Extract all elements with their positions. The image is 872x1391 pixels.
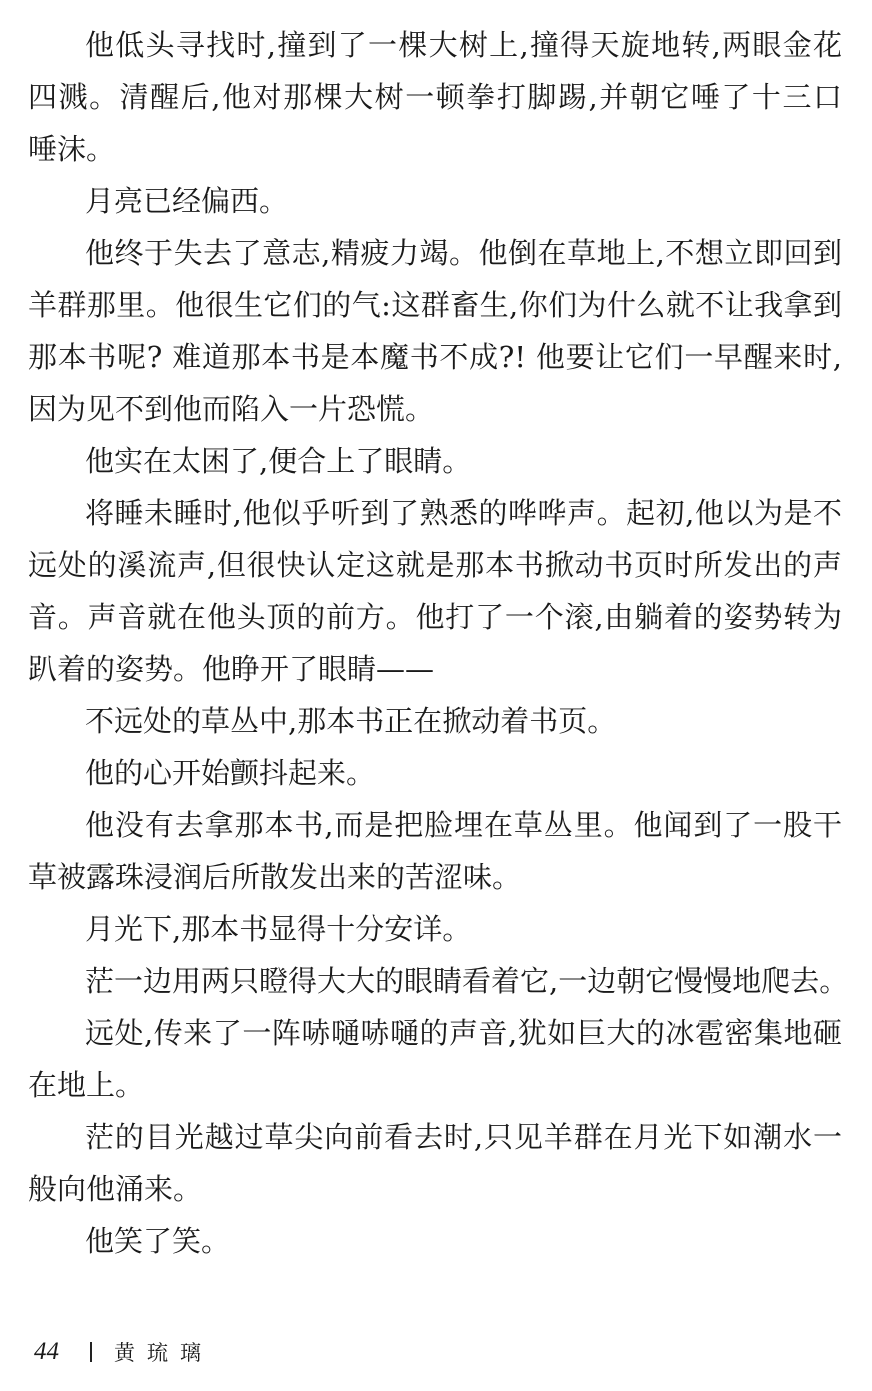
text-line: 茫的目光越过草尖向前看去时,只见羊群在月光下如潮水一 [85,1120,842,1154]
text-line: 不远处的草丛中,那本书正在掀动着书页。 [85,704,617,738]
paragraph [28,227,842,435]
text-line: 远处的溪流声,但很快认定这就是那本书掀动书页时所发出的声 [28,548,842,582]
paragraph [28,955,849,1007]
paragraph [28,1111,842,1215]
text-line: 那本书呢? 难道那本书是本魔书不成?! 他要让它们一早醒来时, [28,340,842,374]
paragraph [28,747,842,799]
text-line: 羊群那里。他很生它们的气:这群畜生,你们为什么就不让我拿到 [28,288,842,322]
footer-divider [90,1342,92,1362]
text-line: 他低头寻找时,撞到了一棵大树上,撞得天旋地转,两眼金花 [85,28,842,62]
text-line: 在地上。 [28,1068,145,1102]
text-line: 因为见不到他而陷入一片恐慌。 [28,392,435,426]
text-line: 他终于失去了意志,精疲力竭。他倒在草地上,不想立即回到 [85,236,842,270]
page-number: 44 [34,1338,59,1365]
text-line: 将睡未睡时,他似乎听到了熟悉的哗哗声。起初,他以为是不 [85,496,842,530]
text-line: 四溅。清醒后,他对那棵大树一顿拳打脚踢,并朝它唾了十三口 [28,80,842,114]
text-line: 他笑了笑。 [85,1224,231,1258]
paragraph [28,799,842,903]
paragraph [28,175,842,227]
text-line: 唾沫。 [28,132,116,166]
paragraph [28,903,842,955]
text-line: 他的心开始颤抖起来。 [85,756,376,790]
text-line: 远处,传来了一阵哧嗵哧嗵的声音,犹如巨大的冰雹密集地砸 [85,1016,842,1050]
paragraph [28,1215,842,1267]
text-line: 般向他涌来。 [28,1172,203,1206]
text-line: 趴着的姿势。他睁开了眼睛—— [28,652,435,686]
author-name: 黄琉璃 [114,1341,213,1365]
text-line: 草被露珠浸润后所散发出来的苦涩味。 [28,860,522,894]
text-line: 月光下,那本书显得十分安详。 [85,912,472,946]
text-line: 月亮已经偏西。 [85,184,289,218]
paragraph [28,19,842,175]
paragraph [28,695,842,747]
body-text [28,19,849,1267]
paragraph [28,487,842,695]
text-line: 音。声音就在他头顶的前方。他打了一个滚,由躺着的姿势转为 [28,600,842,634]
text-line: 他没有去拿那本书,而是把脸埋在草丛里。他闻到了一股干 [85,808,842,842]
paragraph [28,435,842,487]
page-footer [34,1335,213,1369]
paragraph [28,1007,842,1111]
text-line: 他实在太困了,便合上了眼睛。 [85,444,472,478]
text-line: 茫一边用两只瞪得大大的眼睛看着它,一边朝它慢慢地爬去。 [85,964,849,998]
